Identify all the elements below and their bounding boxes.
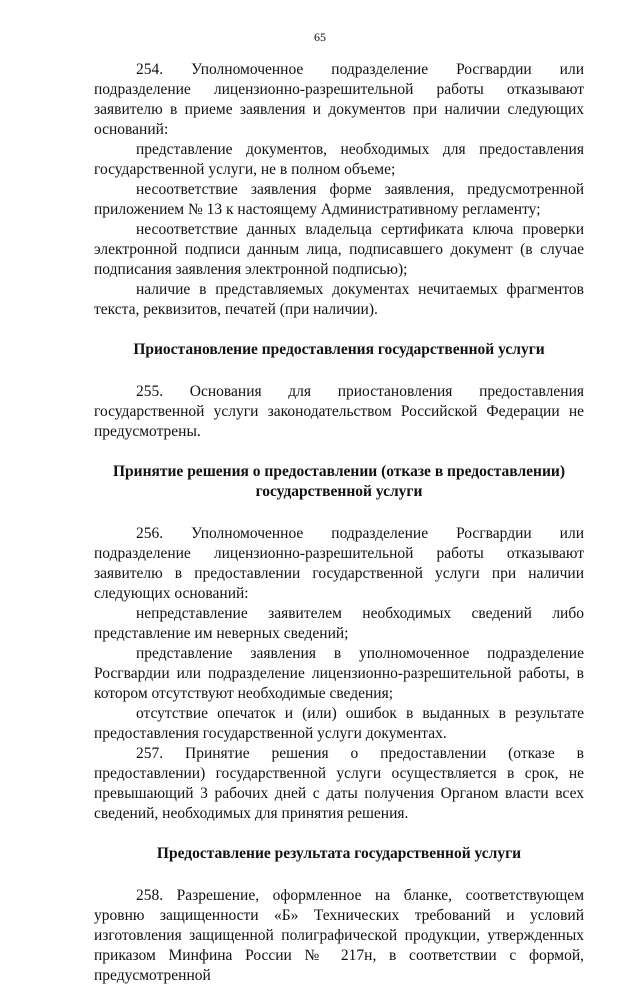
section-heading-result: Предоставление результата государственной услуги xyxy=(156,845,522,862)
paragraph-254-item-2: несоответствие заявления форме заявления, предусмотренной приложением № 13 к настоящему Административному регламенту; xyxy=(94,181,584,218)
paragraph-254: 254. Уполномоченное подразделение Росгвардии или подразделение лицензионно-разрешительной работы отказывают заявителю в приеме заявления и документов при наличии следующих оснований: xyxy=(94,61,584,138)
paragraph-254-item-4: наличие в представляемых документах нечитаемых фрагментов текста, реквизитов, печатей (при наличии). xyxy=(94,281,584,318)
paragraph-254-item-1: представление документов, необходимых для предоставления государственной услуги, не в полном объеме; xyxy=(94,141,584,178)
document-body xyxy=(94,60,584,986)
section-heading-suspension: Приостановление предоставления государственной услуги xyxy=(133,341,545,358)
paragraph-256: 256. Уполномоченное подразделение Росгвардии или подразделение лицензионно-разрешительной работы отказывают заявителю в предоставлении государственной услуги при наличии следующих оснований: xyxy=(94,525,584,602)
paragraph-256-item-1: непредставление заявителем необходимых сведений либо представление им неверных сведений; xyxy=(94,605,584,642)
paragraph-257: 257. Принятие решения о предоставлении (отказе в предоставлении) государственной услуги осуществляется в срок, не превышающий 3 рабочих дней с даты получения Органом власти всех сведений, необходимых для принятия решения. xyxy=(94,745,584,822)
paragraph-255: 255. Основания для приостановления предоставления государственной услуги законодательством Российской Федерации не предусмотрены. xyxy=(94,383,584,440)
paragraph-258: 258. Разрешение, оформленное на бланке, соответствующем уровню защищенности «Б» Технических требований и условий изготовления защищенной полиграфической продукции, утвержденных приказом Минфина России № 217н, в соответствии с формой, предусмотренной xyxy=(94,887,584,984)
paragraph-254-item-3: несоответствие данных владельца сертификата ключа проверки электронной подписи данным лица, подписавшего документ (в случае подписания заявления электронной подписью); xyxy=(94,221,584,278)
paragraph-256-item-2: представление заявления в уполномоченное подразделение Росгвардии или подразделение лицензионно-разрешительной работы, в котором отсутствуют необходимые сведения; xyxy=(94,645,584,702)
page-number: 65 xyxy=(314,30,326,44)
paragraph-256-item-3: отсутствие опечаток и (или) ошибок в выданных в результате предоставления государственной услуги документах. xyxy=(94,705,584,742)
section-heading-decision: Принятие решения о предоставлении (отказе в предоставлении) государственной услуги xyxy=(112,463,566,500)
